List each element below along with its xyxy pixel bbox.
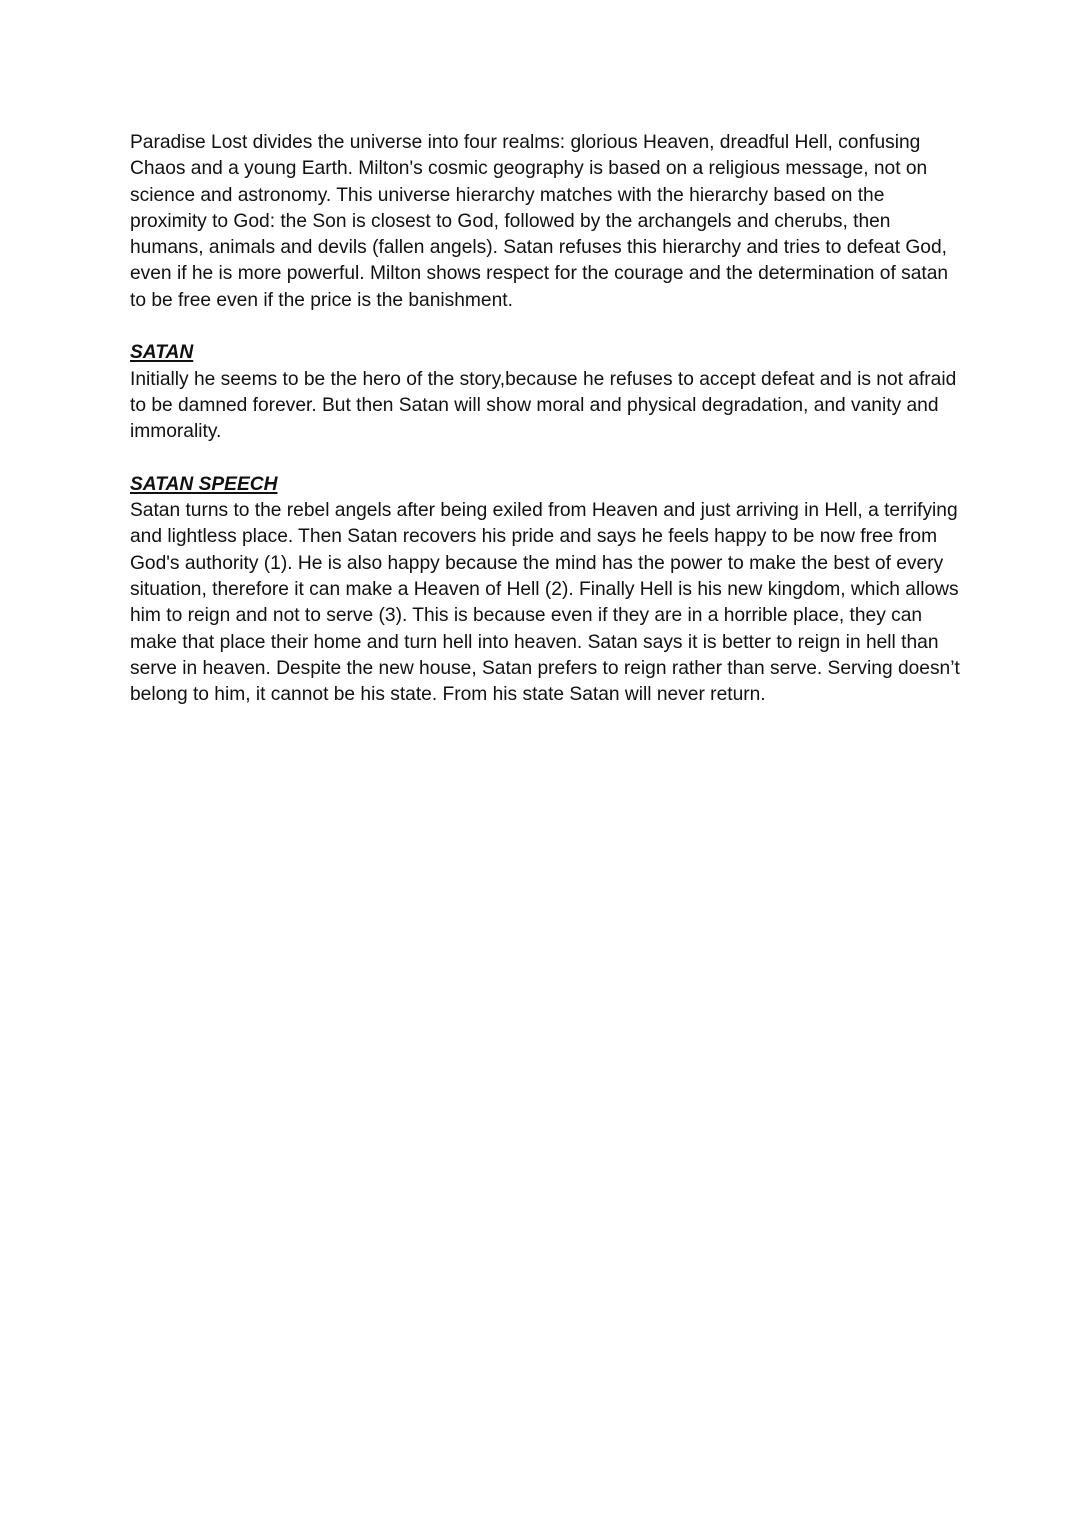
intro-paragraph: Paradise Lost divides the universe into four realms: glorious Heaven, dreadful Hell, confusing Chaos and a young Earth. Milton's cosmic geography is based on a religious message, not on science and astronomy. This universe hierarchy matches with the hierarchy based on the proximity to God: the Son is closest to God, followed by the archangels and cherubs, then humans, animals and devils (fallen angels). Satan refuses this hierarchy and tries to defeat God, even if he is more powerful. Milton shows respect for the courage and the determination of satan to be free even if the price is the banishment. [130, 132, 949, 311]
section-body-satan: Initially he seems to be the hero of the story,because he refuses to accept defeat and is not afraid to be damned forever. But then Satan will show moral and physical degradation, and vanity and immorality. [130, 368, 957, 443]
section-heading-satan-speech: SATAN SPEECH [130, 473, 278, 495]
section-heading-satan: SATAN [130, 342, 194, 364]
paragraph-spacer [130, 446, 960, 472]
section-body-satan-speech: Satan turns to the rebel angels after being exiled from Heaven and just arriving in Hell, a terrifying and lightless place. Then Satan recovers his pride and says he feels happy to be now free from God's authority (1). He is also happy because the mind has the power to make the best of every situation, therefore it can make a Heaven of Hell (2). Finally Hell is his new kingdom, which allows him to reign and not to serve (3). This is because even if they are in a horrible place, they can make that place their home and turn hell into heaven. Satan says it is better to reign in hell than serve in heaven. Despite the new house, Satan prefers to reign rather than serve. Serving doesn’t belong to him, it cannot be his state. From his state Satan will never return. [130, 500, 960, 706]
document-body [130, 130, 960, 709]
paragraph-spacer [130, 314, 960, 340]
